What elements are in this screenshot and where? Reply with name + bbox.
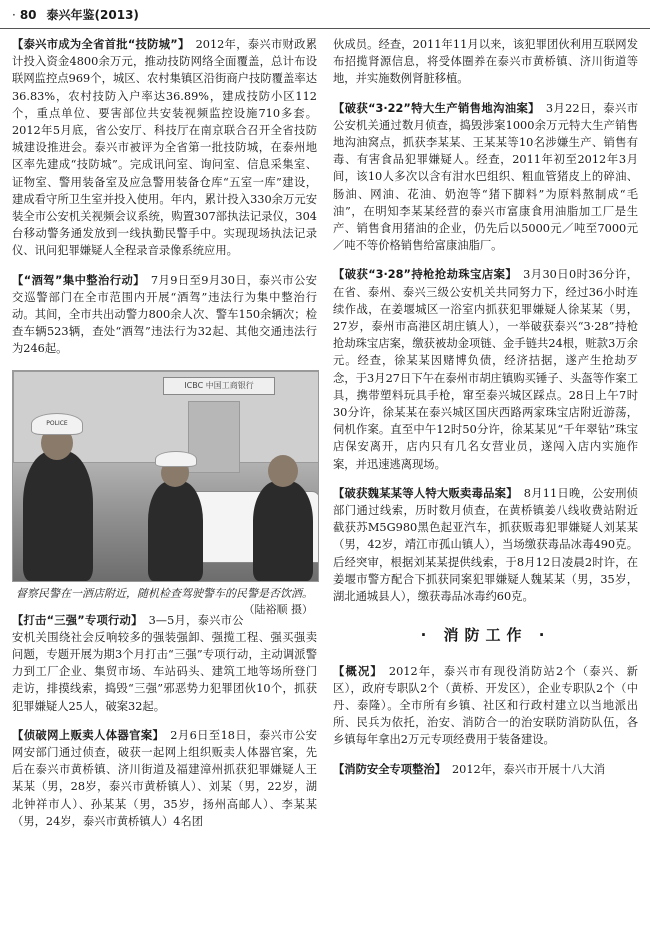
article-body: 7月9日至9月30日，泰兴市公安交巡警部门在全市范围内开展“酒驾”违法行为集中整治行动。其间，全市共出动警力800余人次、警车150余辆次；检查车辆523辆，查处“酒驾”违法行为32起、其他交通违法行为246起。 xyxy=(12,273,317,356)
officer-middle-cap xyxy=(155,451,197,467)
article-body: 3月30日0时36分许，在省、泰州、泰兴三级公安机关共同努力下，经过36小时连续作战，在姜堰城区一浴室内抓获犯罪嫌疑人徐某某（男，27岁，泰州市高港区胡庄镇人），一举破获泰兴“3·28”持枪抢劫珠宝店案，缴获被劫金项链、金手链共24根，赃款3万余元。经查，徐某某因赌博负债，经济拮据，遂产生抢劫歹念，于3月27日下午在泰州市胡庄镇购买锤子、头盔等作案工具，携带塑料玩具手枪，窜至泰兴城区踩点。28日上午7时30分许，徐某某在泰兴城区国庆西路两家珠宝店附近游荡，伺机作案。直至中午12时50分许，徐某某见“千年翠钻”珠宝店保安离开，店内只有几名女营业员，遂闯入店内实施作案，并迅速逃离现场。 xyxy=(333,268,638,471)
article-headline: 【“酒驾”集中整治行动】 xyxy=(12,273,145,287)
bank-sign: ICBC 中国工商银行 xyxy=(163,377,275,395)
section-title-fire: · 消防工作 · xyxy=(420,626,551,645)
article-body: 2月6日至18日，泰兴市公安网安部门通过侦查，破获一起网上组织贩卖人体器官案，先后在泰兴市黄桥镇、济川街道及福建漳州抓获犯罪嫌疑人王某某（男，28岁，泰兴市黄桥镇人）、刘某（男，22岁，湖北钟祥市人）、孙某某（男，35岁，扬州高邮人）、李某某（男，24岁，泰兴市黄桥镇人）4名团 xyxy=(12,728,317,828)
police-helmet: POLICE xyxy=(31,413,83,435)
officer-middle xyxy=(148,481,203,581)
officer-right xyxy=(253,481,313,581)
article-body: 3—5月，泰兴市公安机关围绕社会反响较多的强装强卸、强揽工程、强买强卖问题，专题开展为期3个月打击“三强”专项行动，主动调派警力到工厂企业、集贸市场、车站码头、建筑工地等场所登门走访，排摸线索，捣毁“三强”邪恶势力犯罪团伙10个，抓获犯罪嫌疑人25人，破案32起。 xyxy=(12,613,317,713)
article-headline: 【破获魏某某等人特大贩卖毒品案】 xyxy=(333,486,518,500)
news-photo xyxy=(12,370,319,582)
article-headline: 【侦破网上贩卖人体器官案】 xyxy=(12,728,165,742)
article-body: 伙成员。经查，2011年11月以来，该犯罪团伙利用互联网发布招揽肾源信息，将受体圈养在泰兴市黄桥镇、济川街道等地，并实施数例肾脏移植。 xyxy=(333,38,638,86)
officer-right-head xyxy=(268,455,298,487)
article-drug-trafficking xyxy=(333,485,638,605)
article-body: 2012年，泰兴市开展十八大消 xyxy=(451,762,606,776)
article-headline: 【泰兴市成为全省首批“技防城”】 xyxy=(12,38,190,51)
article-headline: 【破获“3·22”特大生产销售地沟油案】 xyxy=(333,101,540,115)
header-dot: · xyxy=(12,8,16,22)
article-headline: 【概况】 xyxy=(333,664,383,678)
photo-caption xyxy=(12,586,317,616)
article-body: 2012年，泰兴市财政累计投入资金4800余万元，推动技防网络全面覆盖，总计布设联网监控点969个，城区、农村集镇区沿街商户技防覆盖率达36.83%，农村技防入户率达36.89%，建成技防小区112个，重点单位、要害部位共安装视频监控设施710多套。2012年5月底，省公安厅、科技厅在南京联合召开全省技防城建设推进会。泰兴市被评为全省第一批技防城，在泰州地区率先建成“技防城”。完成讯问室、询问室、信息采集室、证物室、警用装备室及应急警用装备仓库“五室一库”建设，建成看守所卫生室并投入使用。年内，累计投入330余万元安装全市公安机关视频会议系统，购置307部执法记录仪，304台移动警务通发放到一线执勤民警手中。实现现场执法记录仪、讯问犯罪嫌疑人全程录音录像系统应用。 xyxy=(12,38,317,258)
article-body: 2012年，泰兴市有现役消防站2个（泰兴、新区），政府专职队2个（黄桥、开发区），企业专职队2个（中丹、泰隆）。全市所有乡镇、社区和行政村建立以当地派出所、民兵为依托，治安、消防合一的治安联防消防队伍，各乡镇每年拿出2万元专项经费用于装备建设。 xyxy=(333,664,638,747)
article-headline: 【打击“三强”专项行动】 xyxy=(12,613,143,627)
officer-left xyxy=(23,451,93,581)
article-organ-continued xyxy=(333,36,638,88)
right-column xyxy=(333,36,638,778)
left-column xyxy=(12,36,317,830)
page-number: 80 xyxy=(19,8,37,22)
book-title: 泰兴年鉴(2013) xyxy=(46,8,139,22)
article-headline: 【破获“3·28”持枪抢劫珠宝店案】 xyxy=(333,268,518,282)
article-body: 8月11日晚，公安刑侦部门通过线索，历时数月侦查，在黄桥镇姜八线收费站附近截获苏M5G980黑色起亚汽车，抓获贩毒犯罪嫌疑人刘某某（男，42岁，靖江市孤山镇人），当场缴获毒品冰毒490克。后经突审，根据刘某某提供线索，于8月12日凌晨2时许，在姜堰市警方配合下抓获同案犯罪嫌疑人魏某某（男，35岁，湖北通城县人），缴获毒品冰毒约60克。 xyxy=(333,486,638,604)
article-fire-overview xyxy=(333,663,638,749)
page-header xyxy=(0,0,650,29)
header-left xyxy=(12,6,139,23)
article-fire-safety xyxy=(333,761,638,778)
article-jewelry-robbery xyxy=(333,266,638,472)
article-body: 3月22日，泰兴市公安机关通过数月侦查，捣毁涉案1000余万元特大生产销售地沟油窝点，抓获李某某、王某某等10名涉嫌生产、销售有毒、有害食品犯罪嫌疑人。经查，2011年初至2012年3月间，该10人多次以含有泔水巴组织、粗血管猪皮上的碎油、肠油、网油、花油、奶泡等“猪下脚料”为原料熬制成“毛油”，在明知李某某经营的泰兴市富康食用油脂加工厂是生产、销售食用猪油的企业，仍先后以5000元／吨至7000元／吨不等价格销售给富康油脂厂。 xyxy=(333,101,638,253)
caption-text: 督察民警在一酒店附近，随机检查驾驶警车的民警是否饮酒。 xyxy=(16,586,313,600)
article-drunk-driving xyxy=(12,272,317,358)
photo-credit: （陆裕顺 摄） xyxy=(243,602,313,616)
article-organ-trafficking xyxy=(12,727,317,830)
article-tech-defense-city xyxy=(12,36,317,260)
article-gutter-oil xyxy=(333,100,638,255)
article-three-strong xyxy=(12,612,317,715)
article-headline: 【消防安全专项整治】 xyxy=(333,762,446,776)
